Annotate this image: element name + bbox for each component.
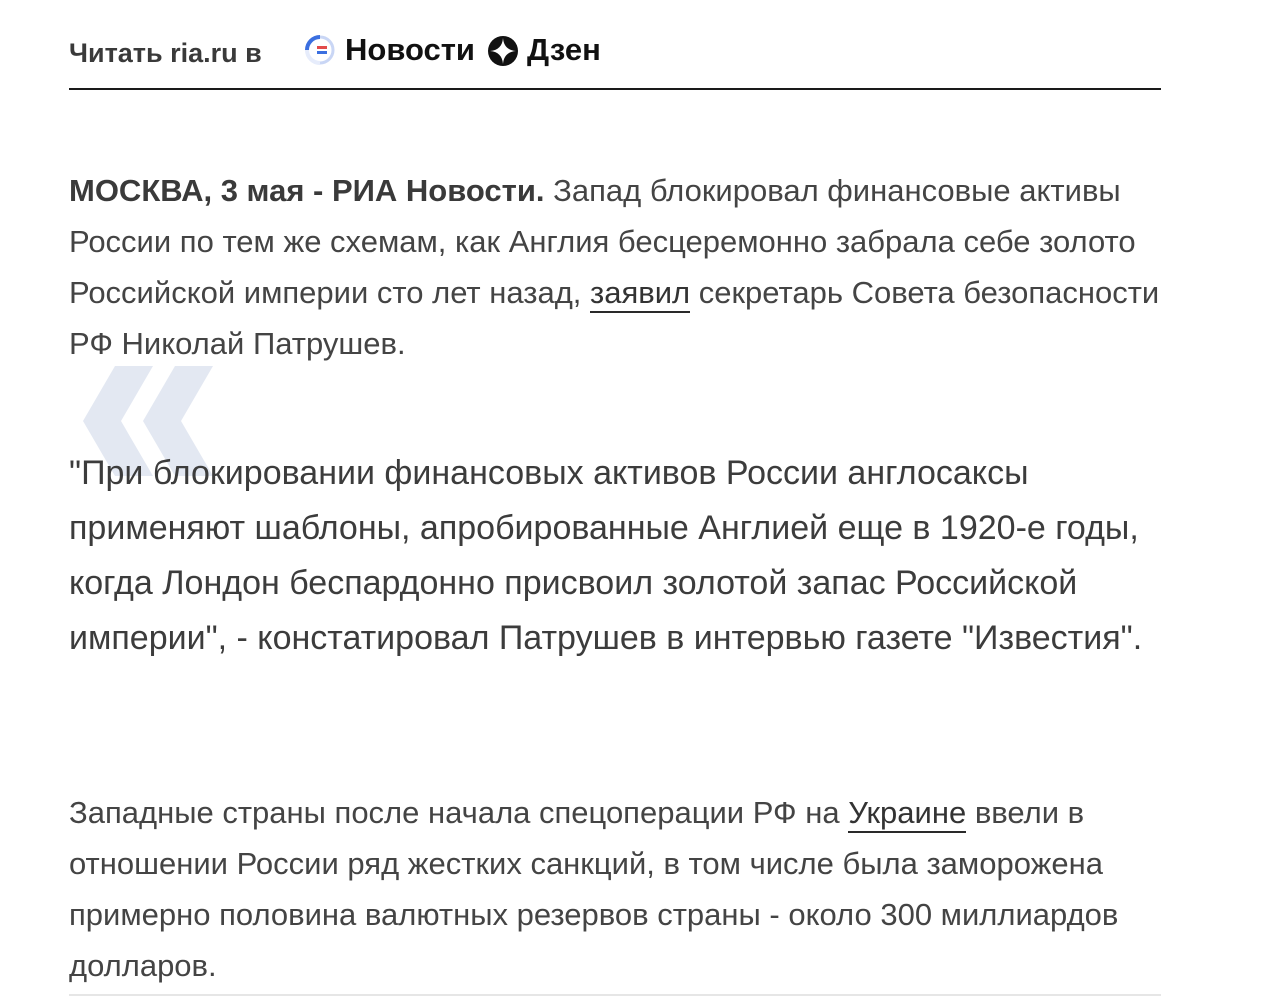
body-text-part-1: Западные страны после начала спецоперации РФ на: [69, 795, 849, 830]
ukraine-link[interactable]: Украине: [848, 795, 966, 833]
body-paragraph: [69, 787, 1161, 991]
section-divider: [69, 994, 1161, 996]
yandex-news-icon: [305, 35, 335, 65]
read-in-bar: [69, 26, 1161, 90]
dzen-label: Дзен: [527, 32, 601, 67]
lead-text-part-1: Запад блокировал финансовые активы России по тем же схемам, как Англия бесцеремонно забрала себе золото Российской империи сто лет назад,: [69, 173, 1136, 310]
quote-text: "При блокировании финансовых активов России англосаксы применяют шаблоны, апробированные Англией еще в 1920-е годы, когда Лондон беспардонно присвоил золотой запас Российской империи", - констатировал Патрушев в интервью газете "Известия".: [69, 454, 1143, 657]
novosti-label: Новости: [345, 32, 475, 67]
lead-text-part-2: секретарь Совета безопасности РФ Николай Патрушев.: [69, 275, 1160, 361]
read-in-label: Читать ria.ru в: [69, 38, 262, 68]
lead-paragraph: [69, 165, 1161, 369]
quote-block: [69, 366, 1161, 696]
dzen-link[interactable]: [487, 32, 601, 68]
dzen-icon: [487, 35, 517, 65]
stated-link[interactable]: заявил: [590, 275, 690, 313]
body-text-part-2: ввели в отношении России ряд жестких санкций, в том числе была заморожена примерно половина валютных резервов страны - около 300 миллиардов долларов.: [69, 795, 1119, 983]
dateline: МОСКВА, 3 мая - РИА Новости.: [69, 173, 545, 208]
novosti-link[interactable]: [305, 32, 475, 68]
